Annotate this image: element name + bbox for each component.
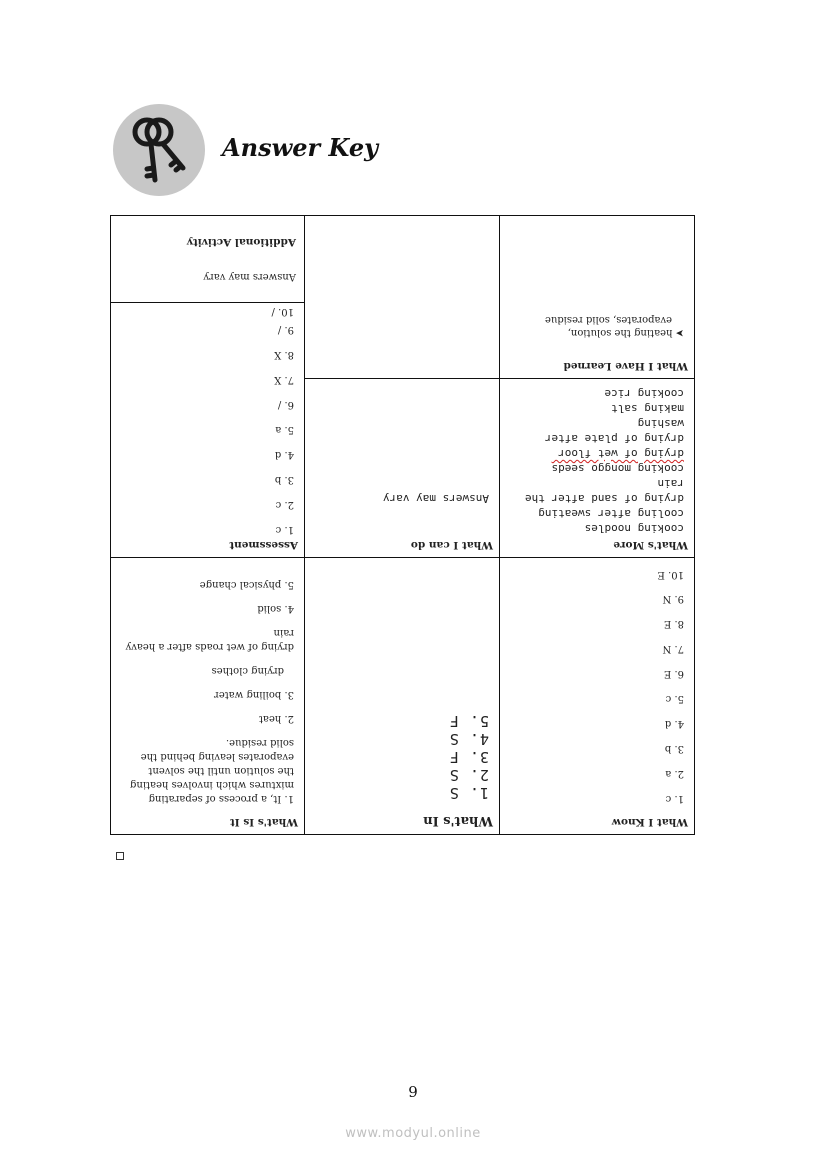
list-item: drying of plate after	[544, 432, 684, 445]
list-item: 2. c	[275, 499, 294, 510]
what-i-know-heading: What I Know	[611, 816, 688, 828]
list-item: 3. boiling water	[214, 689, 294, 700]
list-item: 10. /	[271, 306, 294, 317]
list-item: 4. d	[664, 718, 684, 729]
list-item: 1. It, a process of separating	[148, 793, 294, 804]
what-i-can-do-cell	[304, 378, 500, 558]
whats-in-heading: What's In	[423, 813, 493, 828]
list-item: 5. physical change	[199, 579, 294, 590]
list-item: 3. F	[448, 748, 489, 766]
assessment-heading: Assessment	[229, 539, 298, 551]
whats-in-cell	[304, 557, 500, 835]
list-item: rain	[657, 477, 684, 490]
whats-more-heading: What's More	[613, 539, 688, 551]
empty-cell	[304, 215, 500, 379]
list-item: ➤ heating the solution,	[567, 327, 684, 338]
list-item: 5. F	[448, 712, 489, 730]
watermark: www.modyul.online	[345, 1126, 481, 1141]
list-item: 8. E	[663, 618, 684, 629]
list-item: cooking monggo seeds	[551, 462, 684, 475]
list-item: cooking rice	[604, 387, 684, 400]
additional-activity-heading: Additional Activity	[186, 236, 296, 248]
list-item: washing	[637, 417, 684, 430]
what-i-have-learned-cell	[499, 215, 695, 379]
list-item: 2. heat	[258, 713, 294, 724]
list-item: 6. E	[663, 668, 684, 679]
answer-text: Answers may vary	[203, 271, 296, 282]
list-item: evaporates, solid residue	[544, 314, 672, 325]
page-number: 9	[408, 1083, 418, 1101]
page-title: Answer Key	[222, 133, 379, 162]
list-item: 7. X	[274, 374, 294, 385]
list-item: evaporates leaving behind the	[140, 751, 294, 762]
list-item: 1. c	[275, 524, 294, 535]
list-item: 6. /	[277, 399, 294, 410]
list-item: the solution until the solvent	[148, 765, 294, 776]
checkbox[interactable]	[116, 852, 124, 860]
list-item: 1. c	[665, 793, 684, 804]
list-item: 3. b	[274, 474, 294, 485]
answer-text: Answers may vary	[383, 492, 489, 505]
assessment-cell	[110, 302, 305, 558]
list-item: 5. c	[665, 693, 684, 704]
list-item: making salt	[611, 402, 684, 415]
list-item: drying clothes	[211, 665, 284, 676]
list-item: 4. d	[274, 449, 294, 460]
list-item: drying of sand after the	[525, 492, 684, 505]
keys-icon	[113, 104, 205, 196]
list-item: 9. /	[277, 324, 294, 335]
answer-table	[110, 215, 695, 835]
list-item: 4. S	[448, 730, 489, 748]
list-item: 10. E	[657, 569, 684, 580]
whats-is-it-cell	[110, 557, 305, 835]
whats-is-it-heading: What's Is It	[229, 816, 298, 828]
what-i-have-learned-heading: What I Have Learned	[563, 360, 688, 372]
what-i-know-cell	[499, 557, 695, 835]
list-item: 5. a	[275, 424, 294, 435]
list-item: cooling after sweating	[538, 507, 684, 520]
additional-activity-cell	[110, 215, 305, 303]
list-item: 2. a	[665, 768, 684, 779]
list-item: 3. b	[664, 743, 684, 754]
list-item: drying of wet roads after a heavy	[125, 641, 294, 652]
list-item: 9. N	[662, 593, 684, 604]
list-item: rain	[273, 627, 294, 638]
list-item: 2. S	[448, 766, 489, 784]
list-item: 7. N	[662, 643, 684, 654]
list-item: mixtures which involves heating	[130, 779, 294, 790]
list-item: solid residue.	[225, 737, 294, 748]
list-item: drying of wet floor	[558, 447, 684, 460]
what-i-can-do-heading: What I can do	[410, 539, 493, 551]
list-item: 1. S	[448, 784, 489, 802]
list-item: 4. solid	[257, 603, 294, 614]
whats-more-cell	[499, 378, 695, 558]
list-item: cooking noodles	[584, 522, 684, 535]
list-item: 8. X	[274, 349, 294, 360]
